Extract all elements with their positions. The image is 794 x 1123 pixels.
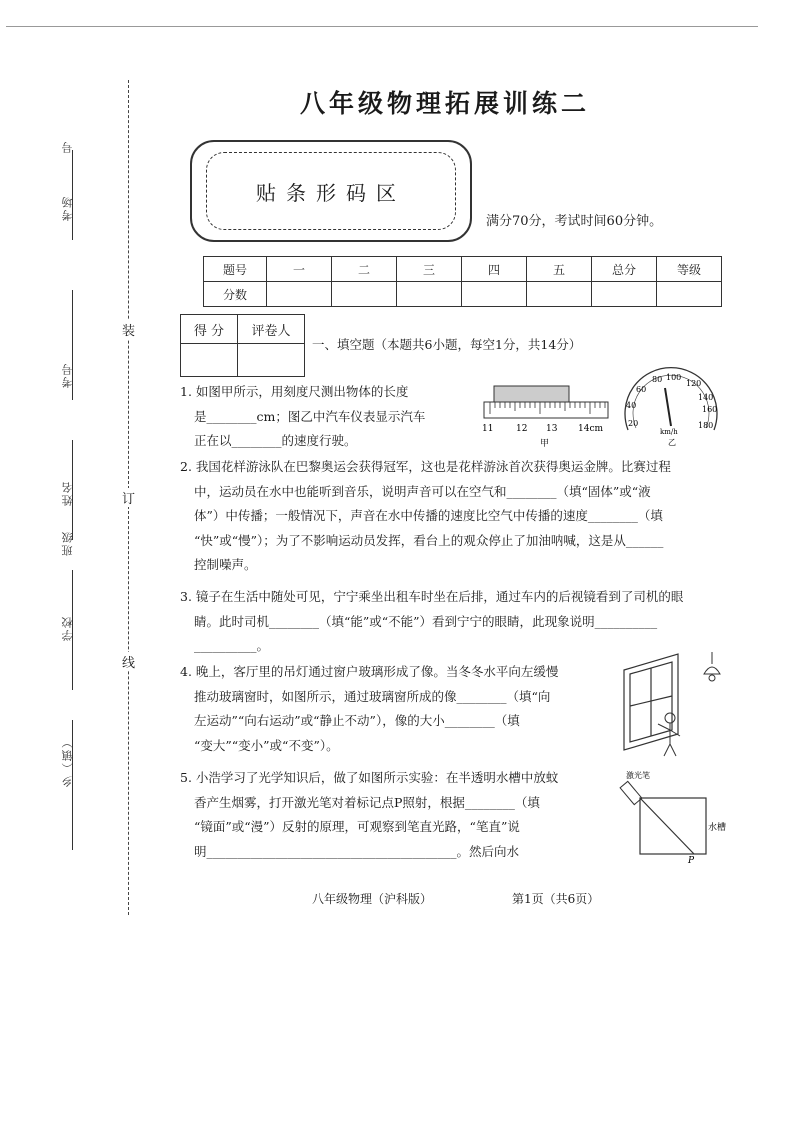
score-header-cell: 三 <box>397 257 462 282</box>
score-header-cell: 四 <box>462 257 527 282</box>
speedo-tick-label: 80 <box>652 375 663 384</box>
question-line: 1. 如图甲所示，用刻度尺测出物体的长度 <box>180 384 409 399</box>
question-line: “快”或“慢”）；为了不影响运动员发挥，看台上的观众停止了加油呐喊，这是从______ <box>194 532 664 548</box>
laser-tank-figure <box>618 768 738 864</box>
ruler-tick-label: 12 <box>516 424 528 434</box>
question-line: 中，运动员在水中也能听到音乐，说明声音可以在空气和________（填“固体”或“液 <box>194 483 651 499</box>
town-label: 乡（镇） <box>61 735 74 787</box>
question-line: 左运动”“向右运动”或“静止不动”），像的大小________（填 <box>194 713 520 728</box>
question-1 <box>180 380 425 454</box>
person-figure <box>658 713 680 756</box>
question-line: 体”）中传播；一般情况下，声音在水中传播的速度比空气中传播的速度________（填 <box>194 508 663 523</box>
tank-label: 水槽 <box>708 823 727 833</box>
ruler-tick-label: 13 <box>546 424 558 434</box>
score-table <box>203 256 722 307</box>
question-line: __________。 <box>194 638 270 653</box>
question-2 <box>180 455 671 578</box>
grader-score-cell[interactable] <box>181 344 238 377</box>
section-title: 一、填空题（本题共6小题，每空1分，共14分） <box>312 337 582 352</box>
score-cell[interactable] <box>527 282 592 307</box>
binding-word-ding: 订 <box>122 488 135 507</box>
score-cell[interactable] <box>267 282 332 307</box>
score-header-cell: 一 <box>267 257 332 282</box>
score-header-cell: 题号 <box>204 257 267 282</box>
score-cell[interactable] <box>397 282 462 307</box>
question-line: 正在以________的速度行驶。 <box>194 433 357 448</box>
page-title: 八年级物理拓展训练二 <box>300 89 591 118</box>
grader-name-cell[interactable] <box>238 344 305 377</box>
ruler-tick-label: 11 <box>482 424 494 434</box>
question-4 <box>180 660 558 758</box>
ruler-figure <box>484 386 610 448</box>
ruler-body <box>484 402 608 418</box>
question-line: 控制噪声。 <box>194 557 257 572</box>
score-cell[interactable] <box>592 282 657 307</box>
grader-score-label: 得 分 <box>181 315 238 344</box>
window-figure <box>620 652 730 760</box>
speedo-tick-label: 140 <box>698 393 714 402</box>
question-line: 4. 晚上，客厅里的吊灯通过窗户玻璃形成了像。当冬冬水平向左缓慢 <box>180 664 559 679</box>
speedo-caption: 乙 <box>668 438 676 447</box>
exam-no-label: 考号 <box>61 362 74 388</box>
speedometer-figure <box>616 348 726 448</box>
score-row-label: 分数 <box>204 282 267 307</box>
question-line: 3. 镜子在生活中随处可见，宁宁乘坐出租车时坐在后排，通过车内的后视镜看到了司机的眼 <box>180 589 684 604</box>
school-label: 学校 <box>61 615 74 641</box>
speedo-tick-label: 20 <box>628 419 639 428</box>
speedo-tick-label: 60 <box>636 385 647 394</box>
question-line: 睛。此时司机________（填“能”或“不能”）看到宁宁的眼睛，此现象说明__________ <box>194 613 658 629</box>
laser-beam <box>640 798 694 854</box>
speedometer-needle <box>665 388 671 426</box>
exam-room-label: 考场 <box>61 195 74 221</box>
question-line: “变大”“变小”或“不变”）。 <box>194 737 339 753</box>
barcode-label: 贴条形码区 <box>206 152 456 230</box>
ruler-caption: 甲 <box>540 439 550 449</box>
binding-word-xian: 线 <box>122 652 135 671</box>
speedo-tick-label: 40 <box>626 401 637 410</box>
question-line: 香产生烟雾，打开激光笔对着标记点P照射，根据________（填 <box>194 794 540 810</box>
question-3 <box>180 585 683 659</box>
score-header-cell: 五 <box>527 257 592 282</box>
question-line: 2. 我国花样游泳队在巴黎奥运会获得冠军，这也是花样游泳首次获得奥运金牌。比赛过程 <box>180 459 671 474</box>
question-line: “镜面”或“漫”）反射的原理，可观察到笔直光路，“笔直”说 <box>194 819 520 834</box>
question-line: 是________cm；图乙中汽车仪表显示汽车 <box>194 408 426 424</box>
grader-name-label: 评卷人 <box>238 315 305 344</box>
measured-object <box>494 386 569 402</box>
name-label: 姓名 <box>61 480 74 506</box>
footer-subject: 八年级物理（沪科版） <box>312 892 433 906</box>
question-5 <box>180 766 558 864</box>
score-header-cell: 二 <box>332 257 397 282</box>
question-line: 明________________________________________。然后向水 <box>194 843 520 859</box>
score-table-value-row <box>204 282 722 307</box>
speedo-tick-label: 120 <box>686 379 702 388</box>
point-p-label: P <box>688 856 695 866</box>
speedo-tick-label: 160 <box>702 405 718 414</box>
laser-pen <box>620 781 642 804</box>
ruler-tick-label: 14cm <box>578 424 604 434</box>
class-label: 班级 <box>61 530 74 556</box>
speedo-tick-label: 100 <box>666 373 682 382</box>
score-header-cell: 等级 <box>657 257 722 282</box>
speedo-unit: km/h <box>660 428 678 436</box>
barcode-area <box>190 140 472 242</box>
water-tank <box>640 798 706 854</box>
question-line: 5. 小浩学习了光学知识后，做了如图所示实验：在半透明水槽中放蚊 <box>180 770 559 785</box>
score-table-header-row <box>204 257 722 282</box>
score-cell[interactable] <box>332 282 397 307</box>
speedo-tick-label: 180 <box>698 421 714 430</box>
seat-suffix-label: 号 <box>61 140 74 153</box>
binding-word-zhuang: 装 <box>122 320 135 339</box>
full-marks-note: 满分70分，考试时间60分钟。 <box>486 214 663 229</box>
grader-table <box>180 314 305 377</box>
lamp-icon <box>704 652 720 681</box>
score-cell[interactable] <box>657 282 722 307</box>
laser-label: 激光笔 <box>626 771 650 780</box>
score-cell[interactable] <box>462 282 527 307</box>
score-header-cell: 总分 <box>592 257 657 282</box>
question-line: 推动玻璃窗时，如图所示，通过玻璃窗所成的像________（填“向 <box>194 688 551 704</box>
footer-page-number: 第1页（共6页） <box>512 892 600 906</box>
ruler-tick-marks <box>490 402 605 414</box>
